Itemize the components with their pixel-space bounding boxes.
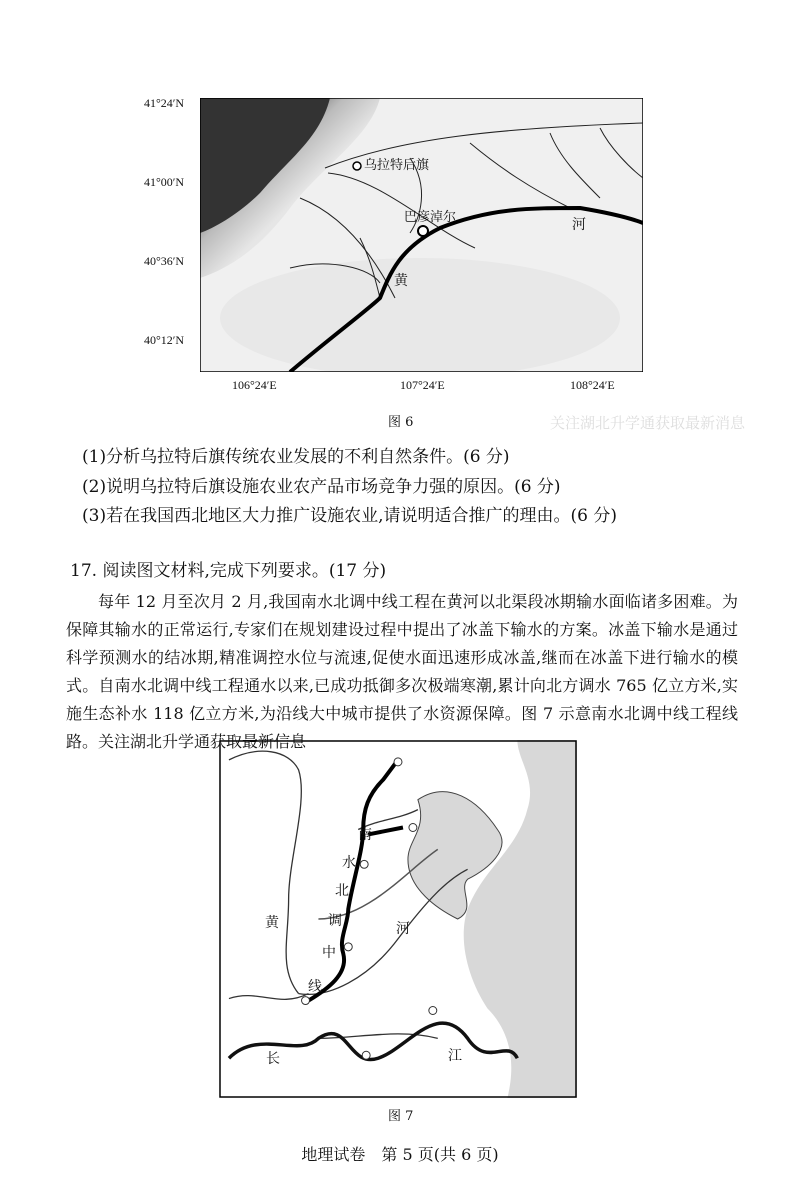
figure-7-map bbox=[218, 740, 578, 1098]
river-label: 黄 bbox=[394, 273, 408, 289]
figure-6-map bbox=[200, 98, 643, 372]
place-label: 巴彦淖尔 bbox=[404, 210, 457, 225]
body-text: 每年 12 月至次月 2 月,我国南水北调中线工程在黄河以北渠段冰期输水面临诸多困难。为保障其输水的正常运行,专家们在规划建设过程中提出了冰盖下输水的方案。冰盖下输水是通过科学预测水的结冰期,精准调控水位与流速,促使水面迅速形成冰盖,继而在冰盖下进行输水的模式。自南水北调中线工程通水以来,已成功抵御多次极端寒潮,累计向北方调水 765 亿立方米,实施生态补水 118 亿立方米,为沿线大中城市提供了水资源保障。图 7 示意南水北调中线工程线路。 bbox=[66, 592, 738, 751]
wulatehouqi-marker bbox=[353, 162, 361, 170]
place-label: 乌拉特后旗 bbox=[364, 158, 430, 173]
lon-tick: 108°24′E bbox=[570, 378, 615, 392]
route-label: 南 bbox=[358, 827, 372, 843]
question-17-body bbox=[66, 588, 738, 756]
route-label: 线 bbox=[308, 979, 322, 995]
route-label: 北 bbox=[335, 883, 349, 899]
river-label: 河 bbox=[572, 217, 586, 233]
watermark: 关注湖北升学通获取最新消息 bbox=[550, 414, 746, 432]
lat-tick: 40°12′N bbox=[144, 333, 185, 347]
question-16-3: (3)若在我国西北地区大力推广设施农业,请说明适合推广的理由。(6 分) bbox=[82, 506, 617, 526]
figure-7-caption: 图 7 bbox=[388, 1109, 414, 1124]
figure-6-caption: 图 6 bbox=[388, 415, 414, 430]
lon-tick: 107°24′E bbox=[400, 378, 445, 392]
route-label: 中 bbox=[322, 945, 336, 961]
river-label: 长 bbox=[266, 1051, 280, 1067]
question-16-2: (2)说明乌拉特后旗设施农业农产品市场竞争力强的原因。(6 分) bbox=[82, 477, 561, 497]
river-label: 江 bbox=[448, 1048, 462, 1064]
bayannaoer-marker bbox=[418, 226, 428, 236]
route-label: 调 bbox=[328, 913, 342, 929]
inline-watermark: 关注湖北升学通获取最新信息 bbox=[98, 732, 307, 751]
river-label: 黄 bbox=[265, 915, 279, 931]
route-label: 水 bbox=[342, 855, 356, 871]
page-footer: 地理试卷 第 5 页(共 6 页) bbox=[301, 1145, 499, 1164]
question-17-title: 17. 阅读图文材料,完成下列要求。(17 分) bbox=[70, 561, 387, 581]
river-label: 河 bbox=[396, 921, 410, 937]
lat-tick: 40°36′N bbox=[144, 254, 185, 268]
lat-tick: 41°00′N bbox=[144, 175, 185, 189]
lat-tick: 41°24′N bbox=[144, 96, 185, 110]
question-16-1: (1)分析乌拉特后旗传统农业发展的不利自然条件。(6 分) bbox=[82, 447, 510, 467]
terrain-map bbox=[200, 98, 643, 372]
lon-tick: 106°24′E bbox=[232, 378, 277, 392]
